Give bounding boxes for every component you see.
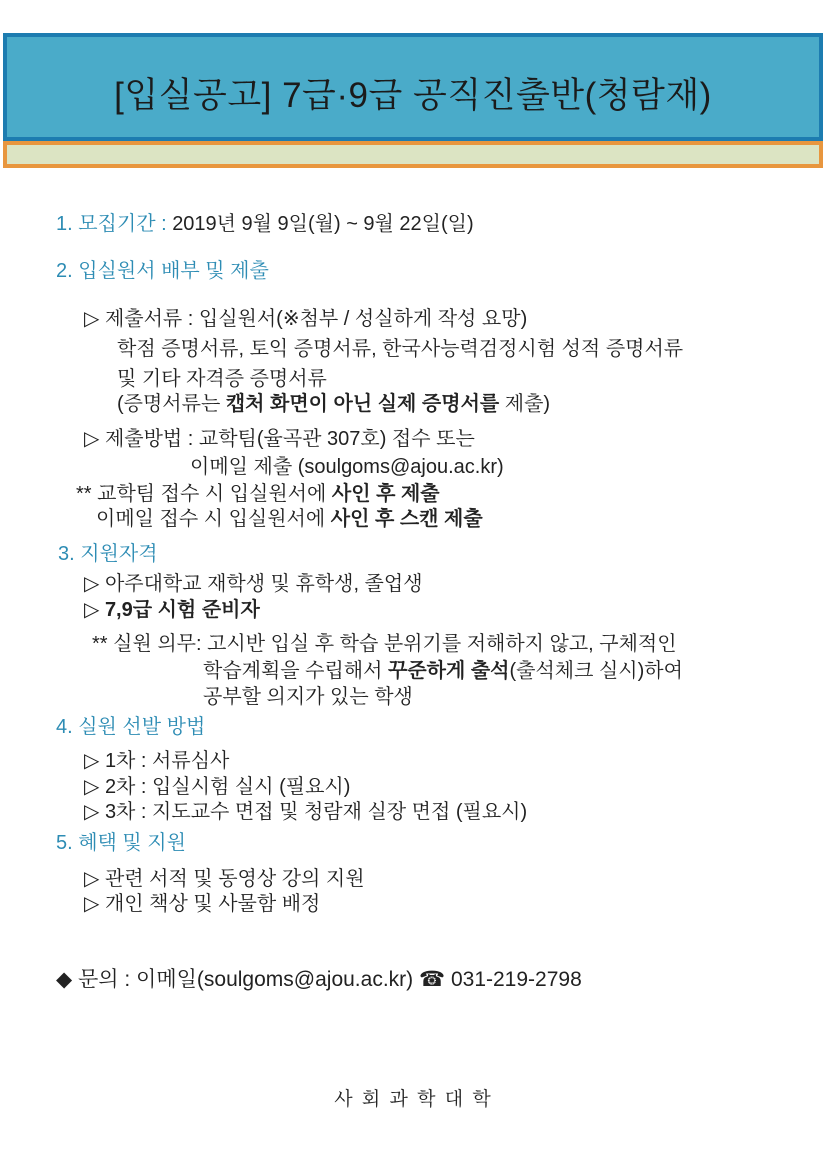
section-2-sign-note1: [76, 482, 440, 506]
section-5-heading: 5. 혜택 및 지원: [56, 832, 186, 854]
sign2-bold: 사인 후 스캔 제출: [330, 508, 483, 530]
page-title: [입실공고] 7급·9급 공직진출반(청람재): [114, 76, 712, 115]
section-4-item1: ▷ 1차 : 서류심사: [84, 750, 230, 772]
duty2-pre: 학습계획을 수립해서: [203, 660, 388, 682]
section-4-item3: ▷ 3차 : 지도교수 면접 및 청람재 실장 면접 (필요시): [84, 801, 528, 823]
note-post: 제출): [499, 393, 551, 415]
duty2-post: (출석체크 실시)하여: [509, 660, 683, 682]
section-1-label: 1. 모집기간 :: [56, 213, 173, 235]
section-5-item1: ▷ 관련 서적 및 동영상 강의 지원: [84, 868, 365, 890]
section-3-item2: [84, 598, 260, 622]
sign1-pre: ** 교학팀 접수 시 입실원서에: [76, 483, 332, 505]
item2-bullet: ▷: [84, 599, 105, 621]
sign1-bold: 사인 후 제출: [331, 483, 440, 505]
section-1-recruit-period: [56, 212, 474, 236]
section-2-method-line1: ▷ 제출방법 : 교학팀(율곡관 307호) 접수 또는: [84, 428, 475, 450]
note-bold: 캡처 화면이 아닌 실제 증명서를: [225, 393, 500, 415]
section-1-value: 2019년 9월 9일(월) ~ 9월 22일(일): [172, 213, 474, 235]
section-5-item2: ▷ 개인 책상 및 사물함 배정: [84, 893, 321, 915]
contact-line: ◆ 문의 : 이메일(soulgoms@ajou.ac.kr) ☎ 031-219-2798: [56, 968, 582, 991]
section-3-duty-line3: 공부할 의지가 있는 학생: [203, 686, 413, 708]
section-3-duty-line1: ** 실원 의무: 고시반 입실 후 학습 분위기를 저해하지 않고, 구체적인: [92, 633, 677, 655]
section-3-item1: ▷ 아주대학교 재학생 및 휴학생, 졸업생: [84, 573, 423, 595]
section-2-docs-line1: ▷ 제출서류 : 입실원서(※첨부 / 성실하게 작성 요망): [84, 308, 528, 330]
footer-college-name: 사 회 과 학 대 학: [334, 1089, 493, 1110]
section-2-heading: 2. 입실원서 배부 및 제출: [56, 260, 269, 282]
section-2-sign-note2: [96, 507, 483, 531]
divider-banner: [3, 141, 823, 168]
section-4-heading: 4. 실원 선발 방법: [56, 716, 206, 738]
section-2-method-line2: 이메일 제출 (soulgoms@ajou.ac.kr): [190, 456, 504, 478]
item2-bold: 7,9급 시험 준비자: [104, 599, 260, 621]
title-banner: [3, 33, 823, 141]
sign2-pre: 이메일 접수 시 입실원서에: [96, 508, 331, 530]
note-pre: (증명서류는: [117, 393, 226, 415]
section-3-heading: 3. 지원자격: [58, 543, 158, 565]
section-2-docs-line2: 학점 증명서류, 토익 증명서류, 한국사능력검정시험 성적 증명서류: [117, 338, 684, 360]
section-2-docs-line3: 및 기타 자격증 증명서류: [117, 368, 327, 390]
section-3-duty-line2: [203, 659, 683, 683]
duty2-bold: 꾸준하게 출석: [388, 660, 510, 682]
section-4-item2: ▷ 2차 : 입실시험 실시 (필요시): [84, 776, 351, 798]
section-2-docs-note: [117, 392, 550, 416]
